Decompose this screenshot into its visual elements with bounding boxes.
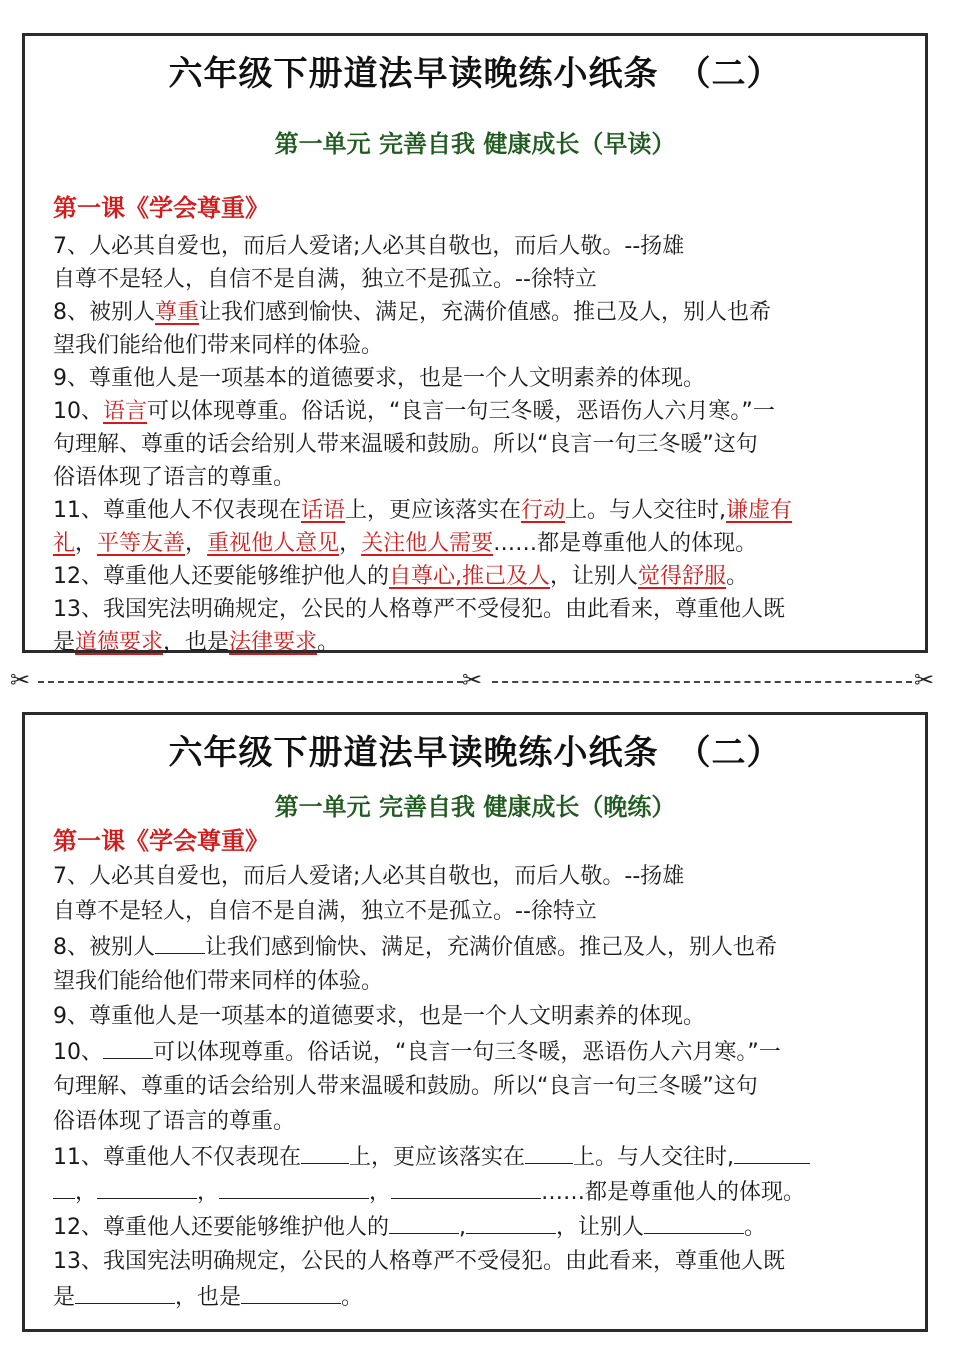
unit-heading: 第一单元 完善自我 健康成长（早读） (274, 130, 676, 158)
text-line (53, 1209, 913, 1244)
text-line (53, 395, 913, 428)
card-title: 六年级下册道法早读晚练小纸条 （二） (168, 733, 782, 773)
text-line: 7、人必其自爱也，而后人爱诸;人必其自敬也，而后人敬。--扬雄 (53, 864, 685, 889)
text-line (53, 1174, 913, 1209)
text-segment: 。 (341, 1285, 364, 1310)
text-line (53, 1279, 913, 1314)
text-line: 俗语体现了语言的尊重。 (53, 465, 296, 490)
text-segment: , (459, 1215, 466, 1240)
text-segment: 让我们感到愉快、满足，充满价值感。推己及人，别人也希 (205, 935, 778, 960)
answer-keyword: 觉得舒服 (638, 564, 727, 589)
evening-practice-card (22, 712, 928, 1332)
text-segment: 8、被别人 (53, 935, 155, 960)
answer-keyword: 行动 (521, 498, 566, 523)
text-segment: ……都是尊重他人的体现。 (493, 531, 758, 556)
text-line: 俗语体现了语言的尊重。 (53, 1109, 296, 1134)
text-line: 望我们能给他们带来同样的体验。 (53, 333, 384, 358)
text-segment: 11、尊重他人不仅表现在 (53, 498, 301, 523)
answer-keyword: 关注他人需要 (361, 531, 494, 556)
text-segment: ， (369, 1180, 392, 1205)
text-segment: 10、 (53, 399, 103, 424)
text-segment: 12、尊重他人还要能够维护他人的 (53, 564, 389, 589)
answer-keyword: 谦虚有 (726, 498, 793, 523)
text-segment: ，让别人 (556, 1215, 645, 1240)
text-segment: , (455, 564, 463, 589)
text-line (53, 626, 913, 659)
card-title: 六年级下册道法早读晚练小纸条 （二） (168, 54, 782, 94)
text-segment: 11、尊重他人不仅表现在 (53, 1145, 301, 1170)
text-segment: 。 (744, 1215, 767, 1240)
dashed-divider (492, 681, 912, 683)
lesson-heading: 第一课《学会尊重》 (53, 827, 269, 855)
text-line: 自尊不是轻人，自信不是自满，独立不是孤立。--徐特立 (53, 267, 597, 292)
scissors-icon: ✂ (914, 666, 935, 694)
text-line (53, 560, 913, 593)
text-segment: 上，更应该落实在 (349, 1145, 526, 1170)
text-segment: 可以体现尊重。俗话说，“良言一句三冬暖，恶语伤人六月寒。”一 (153, 1040, 781, 1065)
lesson-text (53, 230, 913, 659)
text-segment: ，也是 (163, 630, 230, 655)
text-segment: ， (185, 531, 208, 556)
answer-keyword: 语言 (103, 399, 148, 424)
cut-line (10, 666, 940, 694)
text-line (53, 494, 913, 527)
unit-heading: 第一单元 完善自我 健康成长（晚练） (274, 793, 676, 821)
text-line (53, 296, 913, 329)
text-segment: ， (339, 531, 362, 556)
answer-keyword: 法律要求 (229, 630, 318, 655)
text-segment: ，也是 (175, 1285, 242, 1310)
text-line: 句理解、尊重的话会给别人带来温暖和鼓励。所以“良言一句三冬暖”这句 (53, 1074, 758, 1099)
text-line: 自尊不是轻人，自信不是自满，独立不是孤立。--徐特立 (53, 899, 597, 924)
fill-blank[interactable] (391, 1174, 541, 1199)
text-segment: 上。与人交往时, (573, 1145, 735, 1170)
text-segment: 上，更应该落实在 (345, 498, 522, 523)
fill-blank[interactable] (241, 1279, 341, 1304)
text-segment: 是 (53, 630, 76, 655)
morning-reading-card (22, 33, 928, 653)
text-segment: 。 (317, 630, 340, 655)
text-segment: 。 (726, 564, 749, 589)
dashed-divider (38, 681, 463, 683)
fill-blank[interactable] (734, 1139, 810, 1164)
fill-blank[interactable] (525, 1139, 573, 1164)
text-segment: ， (75, 531, 98, 556)
scissors-icon: ✂ (462, 666, 483, 694)
fill-blank[interactable] (301, 1139, 349, 1164)
fill-blank[interactable] (53, 1174, 75, 1199)
answer-keyword: 礼 (53, 531, 76, 556)
answer-keyword: 推己及人 (462, 564, 551, 589)
text-segment: 让我们感到愉快、满足，充满价值感。推己及人，别人也希 (199, 300, 772, 325)
fill-blank[interactable] (75, 1279, 175, 1304)
text-line (53, 1139, 913, 1174)
text-segment: 上。与人交往时, (565, 498, 727, 523)
fill-blank[interactable] (155, 929, 205, 954)
text-segment: ， (197, 1180, 220, 1205)
answer-keyword: 重视他人意见 (207, 531, 340, 556)
fill-blank[interactable] (389, 1209, 459, 1234)
text-line: 望我们能给他们带来同样的体验。 (53, 969, 384, 994)
fill-blank[interactable] (219, 1174, 369, 1199)
text-segment: 是 (53, 1285, 76, 1310)
answer-keyword: 平等友善 (97, 531, 186, 556)
scissors-icon: ✂ (10, 666, 31, 694)
text-segment: ……都是尊重他人的体现。 (541, 1180, 806, 1205)
text-line: 13、我国宪法明确规定，公民的人格尊严不受侵犯。由此看来，尊重他人既 (53, 1249, 785, 1274)
text-line (53, 1034, 913, 1069)
answer-keyword: 尊重 (155, 300, 200, 325)
text-segment: ，让别人 (550, 564, 639, 589)
text-line (53, 527, 913, 560)
fill-blank[interactable] (644, 1209, 744, 1234)
answer-keyword: 自尊心 (389, 564, 456, 589)
exercise-text (53, 859, 913, 1314)
text-line (53, 929, 913, 964)
text-segment: 可以体现尊重。俗话说，“良言一句三冬暖，恶语伤人六月寒。”一 (147, 399, 775, 424)
text-line: 7、人必其自爱也，而后人爱诸;人必其自敬也，而后人敬。--扬雄 (53, 234, 685, 259)
text-line: 9、尊重他人是一项基本的道德要求，也是一个人文明素养的体现。 (53, 1004, 705, 1029)
text-segment: ， (75, 1180, 98, 1205)
answer-keyword: 话语 (301, 498, 346, 523)
text-segment: 8、被别人 (53, 300, 155, 325)
fill-blank[interactable] (103, 1034, 153, 1059)
text-line: 9、尊重他人是一项基本的道德要求，也是一个人文明素养的体现。 (53, 366, 705, 391)
text-segment: 12、尊重他人还要能够维护他人的 (53, 1215, 389, 1240)
text-segment: 10、 (53, 1040, 103, 1065)
fill-blank[interactable] (466, 1209, 556, 1234)
text-line: 句理解、尊重的话会给别人带来温暖和鼓励。所以“良言一句三冬暖”这句 (53, 432, 758, 457)
answer-keyword: 道德要求 (75, 630, 164, 655)
text-line: 13、我国宪法明确规定，公民的人格尊严不受侵犯。由此看来，尊重他人既 (53, 597, 785, 622)
fill-blank[interactable] (97, 1174, 197, 1199)
lesson-heading: 第一课《学会尊重》 (53, 194, 269, 222)
